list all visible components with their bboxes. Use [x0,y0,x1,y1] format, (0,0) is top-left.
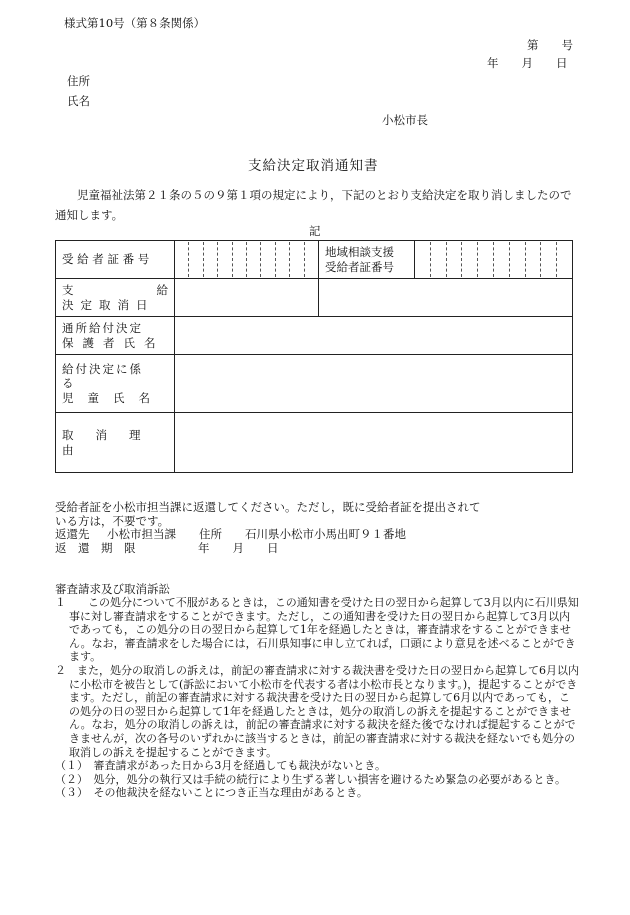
document-title: 支給決定取消通知書 [248,158,379,174]
label-child-name: 給付決定に係 る 児童氏名 [56,355,175,413]
return-notice-line1: 受給者証を小松市担当課に返還してください。ただし，既に受給者証を提出されて [55,500,481,514]
appeal-sub-2: （２） 処分，処分の執行又は手続の続行により生ずる著しい損害を避けるため緊急の必要があるとき。 [55,772,567,786]
return-deadline-value: 年 月 日 [198,541,279,555]
appeal-section [55,596,579,800]
field-guardian-name [175,317,573,355]
ki-marker: 記 [309,224,321,238]
return-destination-label: 返還先 [55,527,90,541]
label-guardian-name: 通所給付決定 保護者氏名 [56,317,175,355]
appeal-sub-3: （３） その他裁決を経ないことにつき正当な理由があるとき。 [55,786,368,800]
appeal-item-2: ２ また，処分の取消しの訴えは，前記の審査請求に対する裁決書を受けた日の翌日から起算して6月以内に小松市を被告として(訴訟において小松市を代表する者は小松市長となります。)，提起することができます。ただし，前記の審査請求に対する裁決書を受けた日の翌日から起算して6月以内であっても，この処分の日の翌日から起算して1年を経過したときは，処分の取消しの訴えを提起することができません。なお，処分の取消しの訴えは，前記の審査請求に対する裁決を経た後でなければ提起することができませんが，次の各号のいずれかに該当するときは，前記の審査請求に対する裁決を経ないでも処分の取消しの訴えを提起することができます。 [55,663,579,759]
address-label: 住所 [67,74,90,88]
appeal-heading: 審査請求及び取消訴訟 [55,582,170,596]
return-destination-value: 小松市担当課 住所 石川県小松市小馬出町９１番地 [107,527,406,541]
issuer: 小松市長 [382,113,428,127]
form-number: 様式第10号（第８条関係） [64,16,206,30]
label-cancel-date: 支 給 決定取消日 [56,279,175,317]
cancellation-table [55,240,573,473]
document-date: 年 月 日 [487,56,568,70]
field-cancel-date-right [319,279,573,317]
field-regional-consult-cert-no [415,241,573,279]
name-label: 氏名 [67,94,90,108]
field-recipient-cert-no [175,241,319,279]
appeal-item-1: １ この処分について不服があるときは，この通知書を受けた日の翌日から起算して3月以内に石川県知事に対し審査請求をすることができます。ただし，この通知書を受けた日の翌日から起算して3月以内であっても，この処分の日の翌日から起算して1年を経過したときは，審査請求をすることができません。なお，審査請求をした場合には，石川県知事に申し立てれば，口頭により意見を述べることができます。 [55,596,579,664]
appeal-sub-1: （１） 審査請求があった日から3月を経過しても裁決がないとき。 [55,759,386,773]
intro-paragraph: 児童福祉法第２１条の５の９第１項の規定により，下記のとおり支給決定を取り消しましたので通知します。 [55,188,572,222]
field-cancel-date [175,279,319,317]
return-notice-line2: いる方は，不要です。 [55,514,170,528]
label-recipient-cert-no: 受 給 者 証 番 号 [56,241,175,279]
label-regional-consult-cert-no: 地域相談支援 受給者証番号 [319,241,415,279]
document-number: 第 号 [527,38,573,52]
return-deadline-label: 返 還 期 限 [55,541,136,555]
field-child-name [175,355,573,413]
label-cancel-reason: 取消理由 [56,413,175,473]
field-cancel-reason [175,413,573,473]
